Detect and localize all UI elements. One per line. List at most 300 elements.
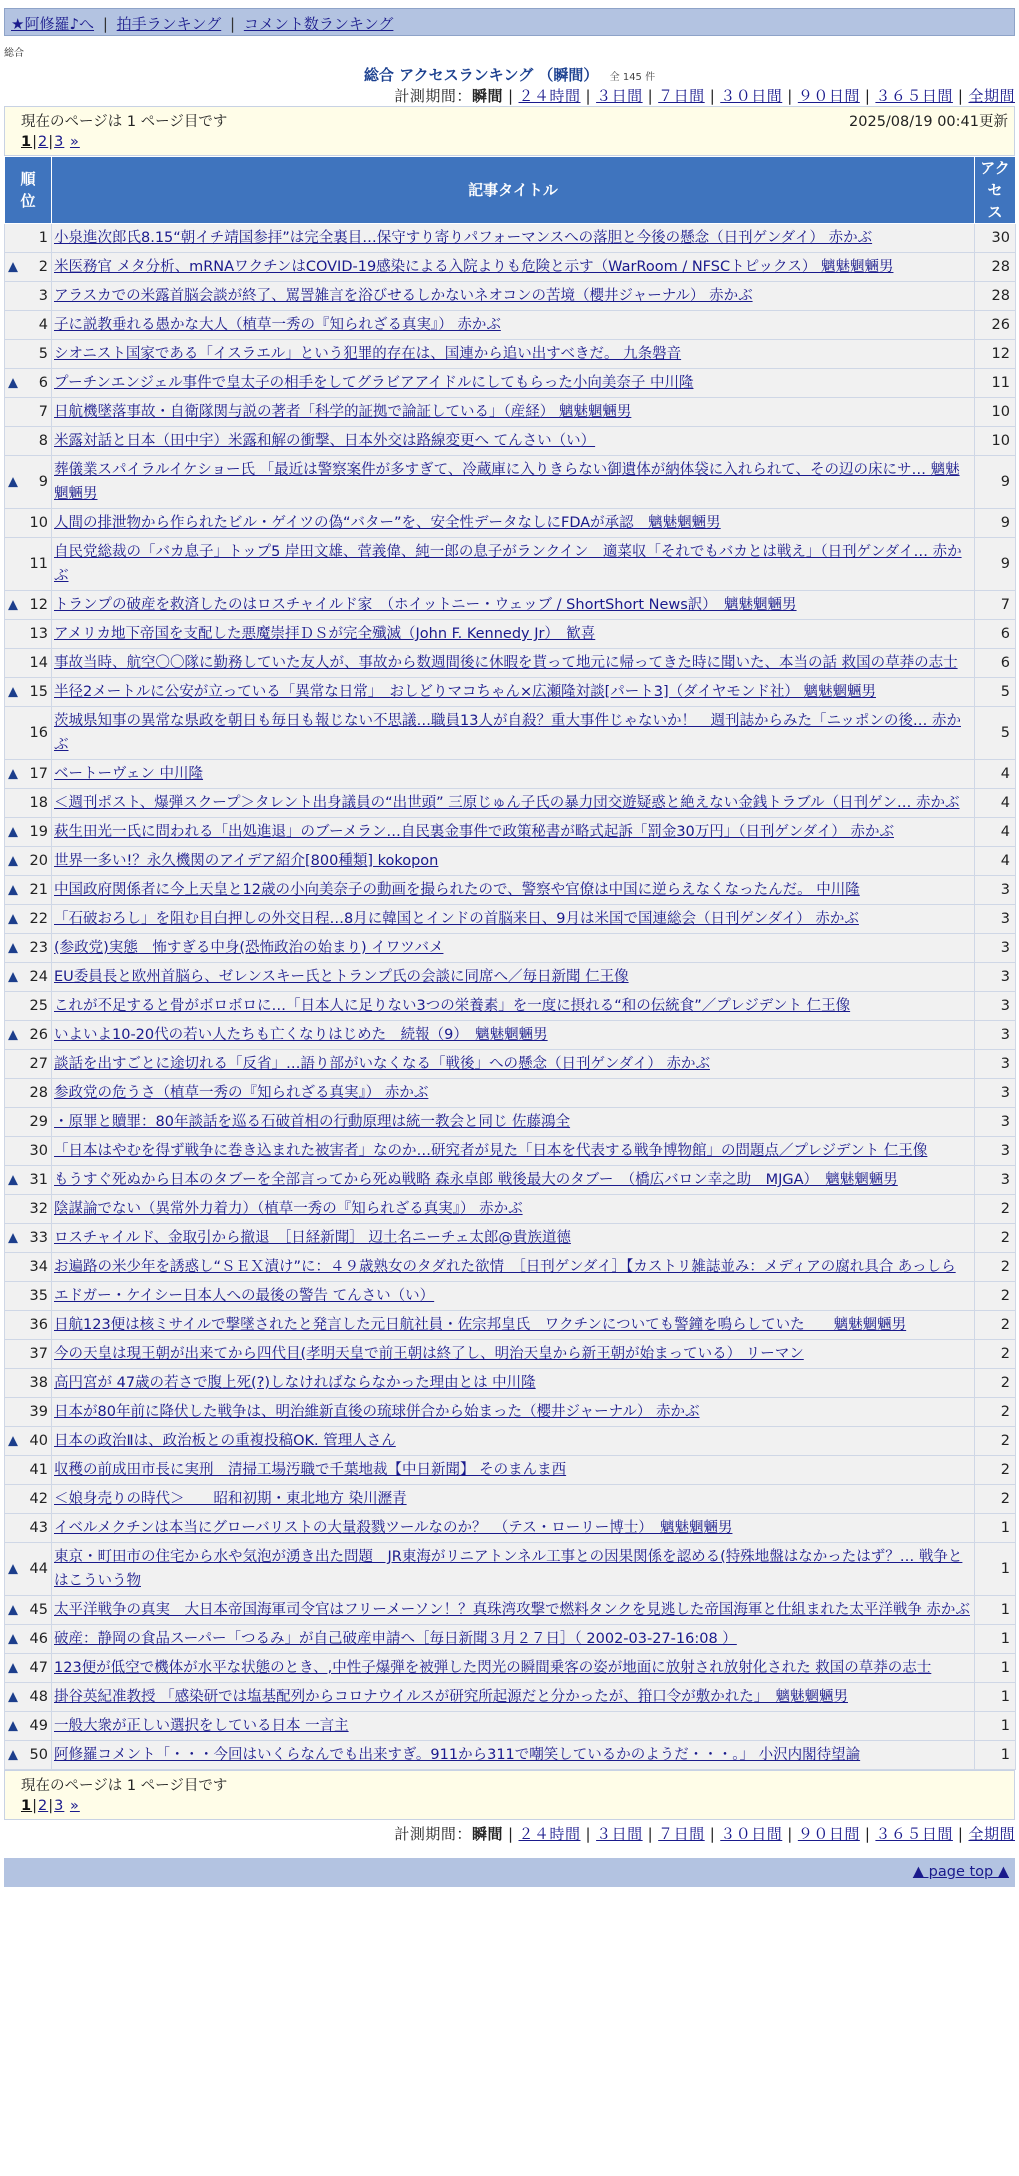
table-row (5, 1683, 1016, 1712)
rank-cell (5, 789, 52, 818)
period-label: 計測期間： (394, 1825, 472, 1843)
article-link[interactable]: お遍路の米少年を誘惑し“ＳＥＸ漬け”に：４９歳熟女のタダれた欲情 ［日刊ゲンダイ］【カストリ雑誌並み：メディアの腐れ具合 あっしら (54, 1259, 956, 1275)
table-row (5, 1079, 1016, 1108)
table-row (5, 934, 1016, 963)
access-count: 2 (975, 1311, 1016, 1340)
table-row (5, 1166, 1016, 1195)
rank-cell (5, 1282, 52, 1311)
title-cell (52, 1596, 975, 1625)
article-link[interactable]: 茨城県知事の異常な県政を朝日も毎日も報じない不思議…職員13人が自殺？重大事件じゃないか！ 週刊誌からみた「ニッポンの後… 赤かぶ (54, 713, 961, 753)
rank-cell (5, 1224, 52, 1253)
title-cell (52, 876, 975, 905)
title-cell (52, 1340, 975, 1369)
title-cell (52, 311, 975, 340)
rank-up-icon: ▲ (8, 911, 18, 927)
title-cell (52, 253, 975, 282)
rank-cell (5, 427, 52, 456)
title-cell (52, 1654, 975, 1683)
period-link[interactable]: ７日間 (658, 87, 705, 105)
rank-number: 17 (29, 766, 48, 782)
article-link[interactable]: (参政党)実態 怖すぎる中身(恐怖政治の始まり) イワツバメ (54, 940, 444, 956)
rank-number: 6 (38, 375, 48, 391)
rank-up-icon: ▲ (8, 969, 18, 985)
rank-cell (5, 1050, 52, 1079)
period-link[interactable]: ７日間 (658, 1825, 705, 1843)
title-column-header: 記事タイトル (52, 157, 975, 224)
title-cell (52, 1253, 975, 1282)
table-row (5, 398, 1016, 427)
rank-cell (5, 678, 52, 707)
article-link[interactable]: 収穫の前成田市長に実刑 清掃工場汚職で千葉地裁【中日新聞】 そのまんま西 (54, 1462, 567, 1478)
article-link[interactable]: 陰謀論でない（異常外力着力）（植草一秀の『知られざる真実』） 赤かぶ (54, 1201, 523, 1217)
period-separator: | (647, 87, 654, 105)
rank-header-text: 順 位 (20, 170, 36, 210)
title-cell (52, 1311, 975, 1340)
article-link[interactable]: ・原罪と贖罪：80年談話を巡る石破首相の行動原理は統一教会と同じ 佐藤鴻全 (54, 1114, 571, 1130)
article-link[interactable]: トランプの破産を救済したのはロスチャイルド家 （ホイットニー・ウェッブ / ShortShort News訳） 魑魅魍魎男 (54, 597, 797, 613)
title-cell (52, 1224, 975, 1253)
rank-up-icon: ▲ (8, 1718, 18, 1734)
article-link[interactable]: 萩生田光一氏に問われる「出処進退」のブーメラン…自民裏金事件で政策秘書が略式起訴「罰金30万円」（日刊ゲンダイ） 赤かぶ (54, 824, 894, 840)
table-row (5, 707, 1016, 760)
rank-number: 25 (29, 998, 48, 1014)
page-top-link[interactable]: ▲ page top ▲ (912, 1864, 1009, 1880)
access-count: 2 (975, 1398, 1016, 1427)
rank-number: 21 (29, 882, 48, 898)
period-separator: | (507, 87, 514, 105)
article-link[interactable]: 日航機墜落事故・自衛隊関与説の著者「科学的証拠で論証している」（産経） 魑魅魍魎男 (54, 404, 632, 420)
access-count: 4 (975, 760, 1016, 789)
access-count: 1 (975, 1514, 1016, 1543)
page-nav (21, 134, 1008, 150)
page-current: 1 (21, 134, 33, 150)
access-count: 12 (975, 340, 1016, 369)
rank-number: 44 (29, 1561, 48, 1577)
table-row (5, 1514, 1016, 1543)
rank-up-icon: ▲ (8, 1230, 18, 1246)
access-count: 1 (975, 1683, 1016, 1712)
title-cell (52, 847, 975, 876)
table-row (5, 1108, 1016, 1137)
period-link[interactable]: ３日間 (596, 1825, 643, 1843)
title-cell (52, 1369, 975, 1398)
rank-number: 12 (29, 597, 48, 613)
rank-up-icon: ▲ (8, 824, 18, 840)
comment-ranking-link[interactable]: コメント数ランキング (243, 15, 394, 33)
table-row (5, 1712, 1016, 1741)
article-link[interactable]: 掛谷英紀准教授 「感染研では塩基配列からコロナウイルスが研究所起源だと分かったが、箝口令が敷かれた」 魑魅魍魎男 (54, 1689, 848, 1705)
access-count: 3 (975, 963, 1016, 992)
category-label: 総合 (4, 48, 24, 59)
rank-cell (5, 1079, 52, 1108)
period-label: 計測期間： (394, 87, 472, 105)
article-link[interactable]: 参政党の危うさ（植草一秀の『知られざる真実』） 赤かぶ (54, 1085, 429, 1101)
rank-number: 43 (29, 1520, 48, 1536)
rank-up-icon: ▲ (8, 1433, 18, 1449)
access-count: 30 (975, 224, 1016, 253)
article-link[interactable]: 今の天皇は現王朝が出来てから四代目(孝明天皇で前王朝は終了し、明治天皇から新王朝が始まっている） リーマン (54, 1346, 804, 1362)
table-row (5, 1398, 1016, 1427)
rank-number: 2 (38, 259, 48, 275)
access-count: 9 (975, 538, 1016, 591)
access-count: 9 (975, 509, 1016, 538)
period-separator: | (709, 1825, 716, 1843)
rank-cell (5, 760, 52, 789)
access-header-text: アクセ ス (980, 159, 1010, 221)
access-count: 2 (975, 1485, 1016, 1514)
rank-column-header (5, 157, 52, 224)
rank-up-icon: ▲ (8, 940, 18, 956)
table-row (5, 1741, 1016, 1770)
page-separator: | (32, 134, 38, 150)
article-link[interactable]: ＜週刊ポスト、爆弾スクープ＞タレント出身議員の“出世頭” 三原じゅん子氏の暴力団交遊疑惑と絶えない金銭トラブル（日刊ゲン… 赤かぶ (54, 795, 960, 811)
rank-number: 35 (29, 1288, 48, 1304)
table-row (5, 1021, 1016, 1050)
table-row (5, 340, 1016, 369)
rank-up-icon: ▲ (8, 1027, 18, 1043)
access-count: 5 (975, 707, 1016, 760)
table-row (5, 1340, 1016, 1369)
rank-up-icon: ▲ (8, 1602, 18, 1618)
access-count: 1 (975, 1543, 1016, 1596)
page-link[interactable]: 3 (54, 1798, 65, 1814)
table-row (5, 1427, 1016, 1456)
article-link[interactable]: 自民党総裁の「バカ息子」トップ5 岸田文雄、菅義偉、純一郎の息子がランクイン 適菜収「それでもバカとは戦え」（日刊ゲンダイ… 赤かぶ (54, 544, 962, 584)
period-link[interactable]: ３日間 (596, 87, 643, 105)
article-link[interactable]: これが不足すると骨がボロボロに…「日本人に足りない3つの栄養素」を一度に摂れる“和の伝統食”／プレジデント 仁王像 (54, 998, 851, 1014)
title-cell (52, 649, 975, 678)
access-count: 4 (975, 818, 1016, 847)
article-link[interactable]: ＜娘身売りの時代＞ 昭和初期・東北地方 染川瀝青 (54, 1491, 407, 1507)
article-link[interactable]: イベルメクチンは本当にグローバリストの大量殺戮ツールなのか？ （テス・ローリー博士） 魑魅魍魎男 (54, 1520, 733, 1536)
access-count: 2 (975, 1282, 1016, 1311)
period-link[interactable]: ９０日間 (797, 87, 860, 105)
article-link[interactable]: 米医務官 メタ分析、mRNAワクチンはCOVID-19感染による入院よりも危険と示す（WarRoom / NFSCトピックス） 魑魅魍魎男 (54, 259, 894, 275)
title-cell (52, 1079, 975, 1108)
title-cell (52, 369, 975, 398)
rank-number: 18 (29, 795, 48, 811)
article-link[interactable]: 「石破おろし」を阻む目白押しの外交日程…8月に韓国とインドの首脳来日、9月は米国で国連総会（日刊ゲンダイ） 赤かぶ (54, 911, 859, 927)
table-row (5, 224, 1016, 253)
rank-number: 29 (29, 1114, 48, 1130)
rank-up-icon: ▲ (8, 474, 18, 490)
access-count: 2 (975, 1195, 1016, 1224)
article-link[interactable]: アメリカ地下帝国を支配した悪魔崇拝ＤＳが完全殲滅（John F. Kennedy Jr） 歓喜 (54, 626, 596, 642)
period-separator: | (787, 87, 793, 105)
rank-up-icon: ▲ (8, 375, 18, 391)
rank-number: 48 (29, 1689, 48, 1705)
next-page-link[interactable]: » (69, 1798, 80, 1814)
footer-bar (4, 1858, 1015, 1887)
table-row (5, 1137, 1016, 1166)
article-link[interactable]: 太平洋戦争の真実 大日本帝国海軍司令官はフリーメーソン！？真珠湾攻撃で燃料タンクを見逃した帝国海軍と仕組まれた太平洋戦争 赤かぶ (54, 1602, 970, 1618)
title-cell (52, 1108, 975, 1137)
article-link[interactable]: 日航123便は核ミサイルで撃墜されたと発言した元日航社員・佐宗邦皇氏 ワクチンについても警鐘を鳴らしていた 魑魅魍魎男 (54, 1317, 907, 1333)
rank-number: 3 (38, 288, 48, 304)
title-cell (52, 934, 975, 963)
article-link[interactable]: 一般大衆が正しい選択をしている日本 一言主 (54, 1718, 349, 1734)
table-row (5, 456, 1016, 509)
title-cell (52, 1166, 975, 1195)
access-count: 11 (975, 369, 1016, 398)
access-count: 1 (975, 1625, 1016, 1654)
nav-separator: | (102, 15, 108, 33)
title-cell (52, 224, 975, 253)
page-current: 1 (21, 1798, 33, 1814)
article-link[interactable]: 阿修羅コメント「・・・今回はいくらなんでも出来すぎ。911から311で嘲笑しているかのようだ・・・。」 小沢内閣待望論 (54, 1747, 861, 1763)
page-separator: | (32, 1798, 38, 1814)
rank-cell (5, 1166, 52, 1195)
access-count: 4 (975, 789, 1016, 818)
access-count: 3 (975, 1050, 1016, 1079)
access-count: 4 (975, 847, 1016, 876)
rank-number: 14 (29, 655, 48, 671)
article-link[interactable]: 談話を出すごとに途切れる「反省」…語り部がいなくなる「戦後」への懸念（日刊ゲンダイ） 赤かぶ (54, 1056, 710, 1072)
rank-up-icon: ▲ (8, 259, 18, 275)
access-count: 6 (975, 649, 1016, 678)
rank-cell (5, 1514, 52, 1543)
article-link[interactable]: 日本が80年前に降伏した戦争は、明治維新直後の琉球併合から始まった（櫻井ジャーナル） 赤かぶ (54, 1404, 700, 1420)
title-cell (52, 1712, 975, 1741)
rank-number: 13 (29, 626, 48, 642)
table-row (5, 678, 1016, 707)
title-cell (52, 538, 975, 591)
table-row (5, 591, 1016, 620)
rank-number: 8 (38, 433, 48, 449)
rank-cell (5, 509, 52, 538)
title-cell (52, 398, 975, 427)
rank-number: 27 (29, 1056, 48, 1072)
rank-cell (5, 311, 52, 340)
rank-cell (5, 1369, 52, 1398)
page-separator: | (48, 134, 55, 150)
access-count: 28 (975, 282, 1016, 311)
title-cell (52, 992, 975, 1021)
period-separator: | (507, 1825, 514, 1843)
access-count: 2 (975, 1456, 1016, 1485)
title-cell (52, 760, 975, 789)
access-count: 3 (975, 1079, 1016, 1108)
ranking-title-line (4, 64, 1015, 84)
access-count: 3 (975, 905, 1016, 934)
table-row (5, 992, 1016, 1021)
title-cell (52, 818, 975, 847)
table-row (5, 1654, 1016, 1683)
table-row (5, 427, 1016, 456)
rank-number: 5 (38, 346, 48, 362)
article-link[interactable]: 半径2メートルに公安が立っている「異常な日常」 おしどりマコちゃん×広瀬隆対談[パート3]（ダイヤモンド社） 魑魅魍魎男 (54, 684, 876, 700)
rank-number: 49 (29, 1718, 48, 1734)
rank-cell (5, 282, 52, 311)
rank-cell (5, 591, 52, 620)
access-count: 2 (975, 1340, 1016, 1369)
article-link[interactable]: 人間の排泄物から作られたビル・ゲイツの偽“バター”を、安全性データなしにFDAが承認 魑魅魍魎男 (54, 515, 721, 531)
page-link[interactable]: 3 (54, 134, 65, 150)
article-link[interactable]: ロスチャイルド、金取引から撤退 ［日経新聞］ 辺土名ニーチェ太郎@貴族道德 (54, 1230, 571, 1246)
rank-up-icon: ▲ (8, 882, 18, 898)
table-row (5, 311, 1016, 340)
rank-number: 42 (29, 1491, 48, 1507)
period-separator: | (864, 1825, 871, 1843)
article-link[interactable]: アラスカでの米露首脳会談が終了、罵詈雑言を浴びせるしかないネオコンの苦境（櫻井ジャーナル） 赤かぶ (54, 288, 753, 304)
title-cell (52, 1050, 975, 1079)
rank-cell (5, 1021, 52, 1050)
title-cell (52, 509, 975, 538)
article-link[interactable]: 123便が低空で機体が水平な状態のとき、,中性子爆弾を被弾した閃光の瞬間乗客の姿が地面に放射され放射化された 救国の草莽の志士 (54, 1660, 932, 1676)
period-link[interactable]: 全期間 (968, 1825, 1015, 1843)
rank-cell (5, 905, 52, 934)
table-row (5, 760, 1016, 789)
table-row (5, 876, 1016, 905)
article-link[interactable]: ベートーヴェン 中川隆 (54, 766, 204, 782)
rank-number: 39 (29, 1404, 48, 1420)
rank-cell (5, 369, 52, 398)
rank-cell (5, 620, 52, 649)
title-cell (52, 1137, 975, 1166)
article-link[interactable]: 「日本はやむを得ず戦争に巻き込まれた被害者」なのか…研究者が見た「日本を代表する戦争博物館」の問題点／プレジデント 仁王像 (54, 1143, 928, 1159)
rank-number: 34 (29, 1259, 48, 1275)
rank-cell (5, 1654, 52, 1683)
rank-up-icon: ▲ (8, 1660, 18, 1676)
article-link[interactable]: 子に説教垂れる愚かな大人（植草一秀の『知られざる真実』） 赤かぶ (54, 317, 501, 333)
access-count: 2 (975, 1369, 1016, 1398)
access-count: 3 (975, 1137, 1016, 1166)
article-link[interactable]: シオニスト国家である「イスラエル」という犯罪的存在は、国連から追い出すべきだ。 九条磐音 (54, 346, 682, 362)
rank-number: 40 (29, 1433, 48, 1449)
period-selector-top (4, 84, 1015, 106)
access-count: 7 (975, 591, 1016, 620)
period-link[interactable]: ３６５日間 (875, 1825, 953, 1843)
rank-up-icon: ▲ (8, 1631, 18, 1647)
article-link[interactable]: 事故当時、航空〇〇隊に勤務していた友人が、事故から数週間後に休暇を貰って地元に帰ってきた時に聞いた、本当の話 救国の草莽の志士 (54, 655, 958, 671)
rank-cell (5, 649, 52, 678)
rank-number: 16 (29, 725, 48, 741)
next-page-link[interactable]: » (69, 134, 80, 150)
pager-top (4, 106, 1015, 156)
article-link[interactable]: EU委員長と欧州首脳ら、ゼレンスキー氏とトランプ氏の会談に同席へ／毎日新聞 仁王像 (54, 969, 629, 985)
rank-cell (5, 1596, 52, 1625)
period-link[interactable]: ２４時間 (518, 87, 581, 105)
table-row (5, 1224, 1016, 1253)
article-link[interactable]: 米露対話と日本（田中宇）米露和解の衝撃、日本外交は路線変更へ てんさい（い） (54, 433, 596, 449)
article-link[interactable]: 小泉進次郎氏8.15“朝イチ靖国参拝”は完全裏目…保守すり寄りパフォーマンスへの落胆と今後の懸念（日刊ゲンダイ） 赤かぶ (54, 230, 873, 246)
period-link[interactable]: ３０日間 (720, 1825, 783, 1843)
period-current: 瞬間 (471, 87, 503, 105)
table-row (5, 369, 1016, 398)
title-cell (52, 905, 975, 934)
pager-bottom (4, 1770, 1015, 1820)
period-separator: | (585, 1825, 592, 1843)
period-separator: | (787, 1825, 793, 1843)
rank-cell (5, 1137, 52, 1166)
article-link[interactable]: 破産：静岡の食品スーパー「つるみ」が自己破産申請へ［毎日新聞３月２７日］（ 2002-03-27-16:08 ） (54, 1631, 737, 1647)
title-cell (52, 1741, 975, 1770)
rank-number: 50 (29, 1747, 48, 1763)
table-row (5, 1543, 1016, 1596)
rank-number: 26 (29, 1027, 48, 1043)
period-link[interactable]: ３６５日間 (875, 87, 953, 105)
table-header-row (5, 157, 1016, 224)
rank-number: 47 (29, 1660, 48, 1676)
access-count: 3 (975, 1108, 1016, 1137)
title-cell (52, 620, 975, 649)
rank-cell (5, 1398, 52, 1427)
access-count: 2 (975, 1427, 1016, 1456)
rank-up-icon: ▲ (8, 1172, 18, 1188)
table-row (5, 1596, 1016, 1625)
table-row (5, 1311, 1016, 1340)
rank-cell (5, 1195, 52, 1224)
article-link[interactable]: 高円宮が 47歳の若さで腹上死(?)しなければならなかった理由とは 中川隆 (54, 1375, 536, 1391)
ranking-title: 総合 アクセスランキング （瞬間） (363, 66, 599, 84)
rank-number: 36 (29, 1317, 48, 1333)
period-separator: | (585, 87, 592, 105)
page-nav (21, 1798, 1008, 1814)
home-link[interactable]: ★阿修羅♪へ (11, 15, 95, 33)
article-link[interactable]: いよいよ10-20代の若い人たちも亡くなりはじめた 続報（9） 魑魅魍魎男 (54, 1027, 548, 1043)
article-link[interactable]: プーチンエンジェル事件で皇太子の相手をしてグラビアアイドルにしてもらった小向美奈子 中川隆 (54, 375, 694, 391)
table-row (5, 963, 1016, 992)
access-count: 3 (975, 1166, 1016, 1195)
access-count: 26 (975, 311, 1016, 340)
rank-cell (5, 1108, 52, 1137)
rank-cell (5, 963, 52, 992)
article-link[interactable]: 世界一多い!？永久機関のアイデア紹介[800種類] kokopon (54, 853, 439, 869)
title-cell (52, 340, 975, 369)
table-row (5, 1282, 1016, 1311)
rank-cell (5, 253, 52, 282)
period-link[interactable]: ３０日間 (720, 87, 783, 105)
title-cell (52, 678, 975, 707)
rank-cell (5, 1543, 52, 1596)
rank-number: 4 (38, 317, 48, 333)
rank-cell (5, 847, 52, 876)
page-separator: | (48, 1798, 55, 1814)
rank-cell (5, 1485, 52, 1514)
clap-ranking-link[interactable]: 拍手ランキング (116, 15, 222, 33)
rank-cell (5, 538, 52, 591)
rank-number: 15 (29, 684, 48, 700)
period-separator: | (864, 87, 871, 105)
period-link[interactable]: ２４時間 (518, 1825, 581, 1843)
title-cell (52, 591, 975, 620)
article-link[interactable]: 葬儀業スパイラルイケショー氏 「最近は警察案件が多すぎて、冷蔵庫に入りきらない御遺体が納体袋に入れられて、その辺の床にサ… 魑魅魍魎男 (54, 462, 960, 502)
rank-number: 32 (29, 1201, 48, 1217)
rank-up-icon: ▲ (8, 1561, 18, 1577)
rank-up-icon: ▲ (8, 1689, 18, 1705)
title-cell (52, 1195, 975, 1224)
rank-up-icon: ▲ (8, 1747, 18, 1763)
page-link[interactable]: 2 (37, 134, 49, 150)
period-link[interactable]: 全期間 (968, 87, 1015, 105)
title-cell (52, 427, 975, 456)
rank-cell (5, 934, 52, 963)
page-link[interactable]: 2 (37, 1798, 49, 1814)
title-cell (52, 963, 975, 992)
article-link[interactable]: 日本の政治Ⅱは、政治板との重複投稿OK. 管理人さん (54, 1433, 396, 1449)
title-cell (52, 456, 975, 509)
article-link[interactable]: 中国政府関係者に今上天皇と12歳の小向美奈子の動画を撮られたので、警察や官僚は中国に逆らえなくなったんだ。 中川隆 (54, 882, 860, 898)
article-link[interactable]: エドガー・ケイシー日本人への最後の警告 てんさい（い） (54, 1288, 435, 1304)
period-link[interactable]: ９０日間 (797, 1825, 860, 1843)
article-link[interactable]: もうすぐ死ぬから日本のタブーを全部言ってから死ぬ戦略 森永卓郎 戦後最大のタブー （橋広バロン幸之助 MJGA） 魑魅魍魎男 (54, 1172, 898, 1188)
article-link[interactable]: 東京・町田市の住宅から水や気泡が湧き出た問題 JR東海がリニアトンネル工事との因果関係を認める(特殊地盤はなかったはず？… 戦争とはこういう物 (54, 1549, 963, 1589)
page-status: 現在のページは 1 ページ目です (21, 114, 228, 130)
table-row (5, 818, 1016, 847)
table-row (5, 789, 1016, 818)
access-count: 5 (975, 678, 1016, 707)
access-count: 3 (975, 934, 1016, 963)
